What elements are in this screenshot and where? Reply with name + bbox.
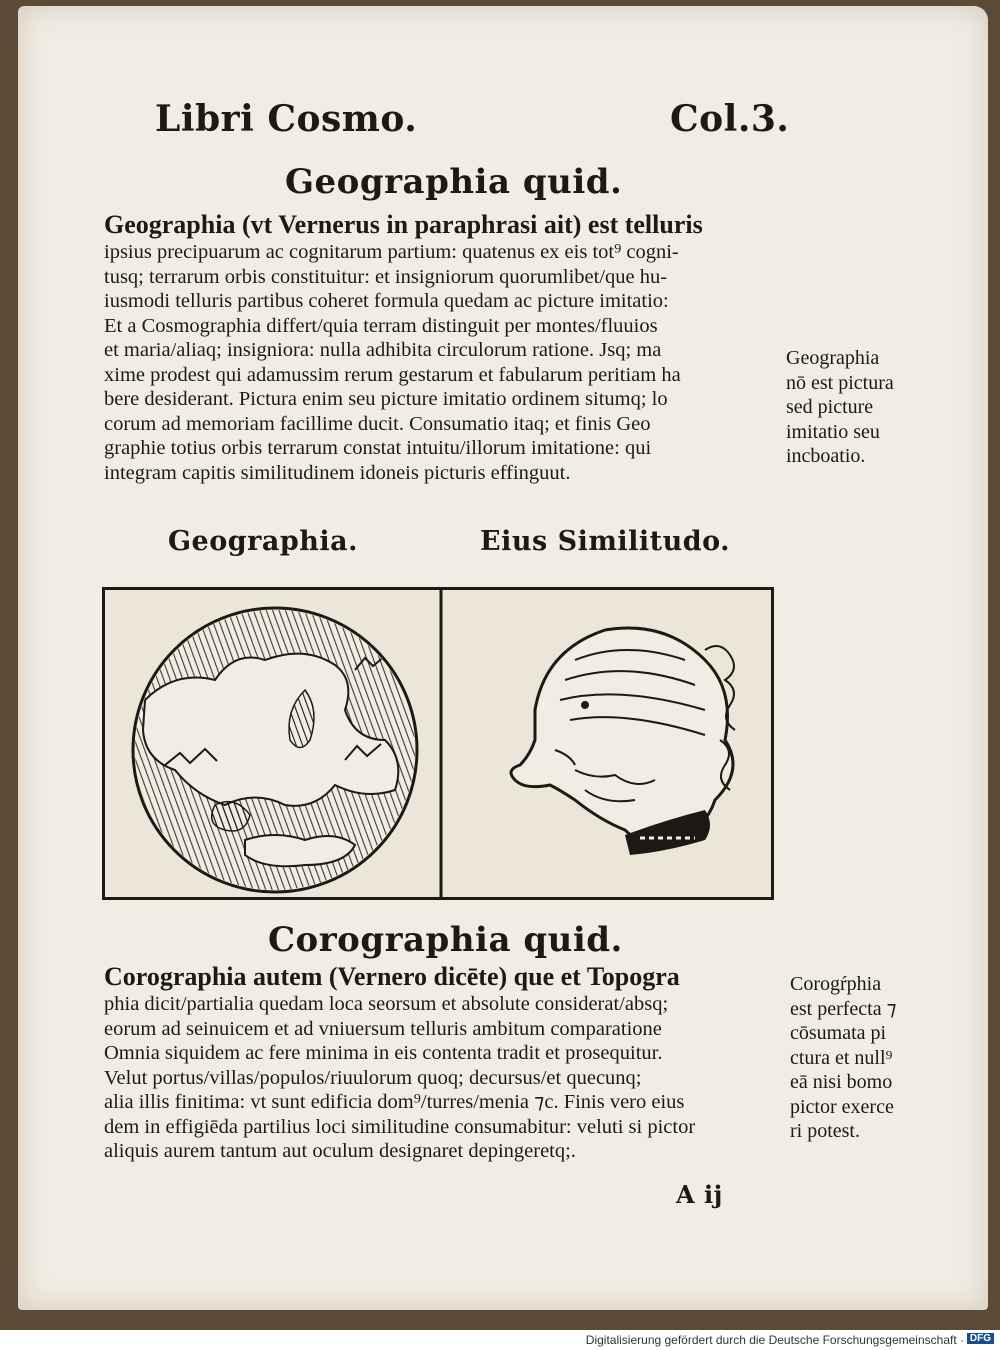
text-line: ipsius precipuarum ac cognitarum partium: quatenus ex eis tot⁹ cogni- xyxy=(104,241,679,263)
geographia-text xyxy=(104,210,703,485)
head-profile-woodcut xyxy=(511,628,735,855)
margin-note-line: pictor exerce xyxy=(790,1095,894,1118)
woodcut-svg xyxy=(105,590,771,897)
text-line: integram capitis similitudinem idoneis picturis effinguut. xyxy=(104,461,571,484)
footer-bar xyxy=(0,1330,1000,1350)
margin-note-line: ctura et null⁹ xyxy=(790,1046,893,1069)
margin-note-line: est perfecta ⁊ xyxy=(790,997,897,1020)
dfg-logo-icon: DFG xyxy=(967,1333,994,1344)
text-line: eorum ad seinuicem et ad vniuersum telluris ambitum comparatione xyxy=(104,1017,662,1040)
text-line: dem in effigiēda partilius loci similitudine consumabitur: veluti si pictor xyxy=(104,1115,696,1138)
margin-note-line: Corogŕphia xyxy=(790,973,882,995)
text-line: iusmodi telluris partibus coheret formula quedam ac picture imitatio: xyxy=(104,290,669,312)
text-line: Et a Cosmographia differt/quia terram distinguit per montes/fluuios xyxy=(104,314,658,337)
margin-note-line: eā nisi bomo xyxy=(790,1071,893,1093)
corographia-text xyxy=(104,962,695,1164)
text-line: graphie totius orbis terrarum constat intuitu/illorum imitatione: qui xyxy=(104,437,652,459)
text-line: Velut portus/villas/populos/riuulorum quoq; decursus/et quecunq; xyxy=(104,1066,642,1089)
margin-note-line: Geographia xyxy=(786,347,880,369)
margin-note-geographia xyxy=(786,346,894,469)
text-line: bere desiderant. Pictura enim seu picture imitatio ordinem situmq; lo xyxy=(104,388,668,410)
margin-note-corographia xyxy=(790,972,897,1144)
margin-note-line: ri potest. xyxy=(790,1120,860,1142)
text-line: corum ad memoriam facillime ducit. Consumatio itaq; et finis Geo xyxy=(104,412,651,435)
margin-note-line: incboatio. xyxy=(786,445,866,467)
caption-similitudo: Eius Similitudo. xyxy=(480,526,731,557)
text-line: Corographia autem (Vernero dicēte) que et Topogra xyxy=(104,962,680,991)
text-line: Geographia (vt Vernerus in paraphrasi ait) est telluris xyxy=(104,210,703,239)
text-line: phia dicit/partialia quedam loca seorsum et absolute considerat/absq; xyxy=(104,993,669,1015)
running-head-left: Libri Cosmo. xyxy=(155,98,418,140)
caption-geographia: Geographia. xyxy=(168,526,359,557)
text-line: aliquis aurem tantum aut oculum designaret depingeretq;. xyxy=(104,1140,576,1162)
section-heading-geographia: Geographia quid. xyxy=(285,162,623,202)
section-heading-corographia: Corographia quid. xyxy=(268,920,623,960)
text-line: alia illis finitima: vt sunt edificia dom⁹/turres/menia ⁊c. Finis vero eius xyxy=(104,1091,685,1113)
footer-credit: Digitalisierung gefördert durch die Deutsche Forschungsgemeinschaft · xyxy=(585,1333,964,1347)
woodcut-illustration xyxy=(102,587,774,900)
text-line: tusq; terrarum orbis constituitur: et insigniorum quorumlibet/que hu- xyxy=(104,265,668,288)
running-head-right: Col.3. xyxy=(670,98,790,140)
text-line: xime prodest qui adamussim rerum gestarum et fabularum peritiam ha xyxy=(104,363,681,386)
globe-woodcut xyxy=(133,608,417,892)
signature-mark: A ij xyxy=(676,1180,723,1209)
text-line: et maria/aliaq; insigniora: nulla adhibita circulorum ratione. Jsq; ma xyxy=(104,339,662,361)
margin-note-line: cōsumata pi xyxy=(790,1022,887,1044)
text-line: Omnia siquidem ac fere minima in eis contenta tradit et prosequitur. xyxy=(104,1042,663,1064)
margin-note-line: imitatio seu xyxy=(786,420,880,443)
margin-note-line: sed picture xyxy=(786,396,874,418)
margin-note-line: nō est pictura xyxy=(786,371,894,394)
